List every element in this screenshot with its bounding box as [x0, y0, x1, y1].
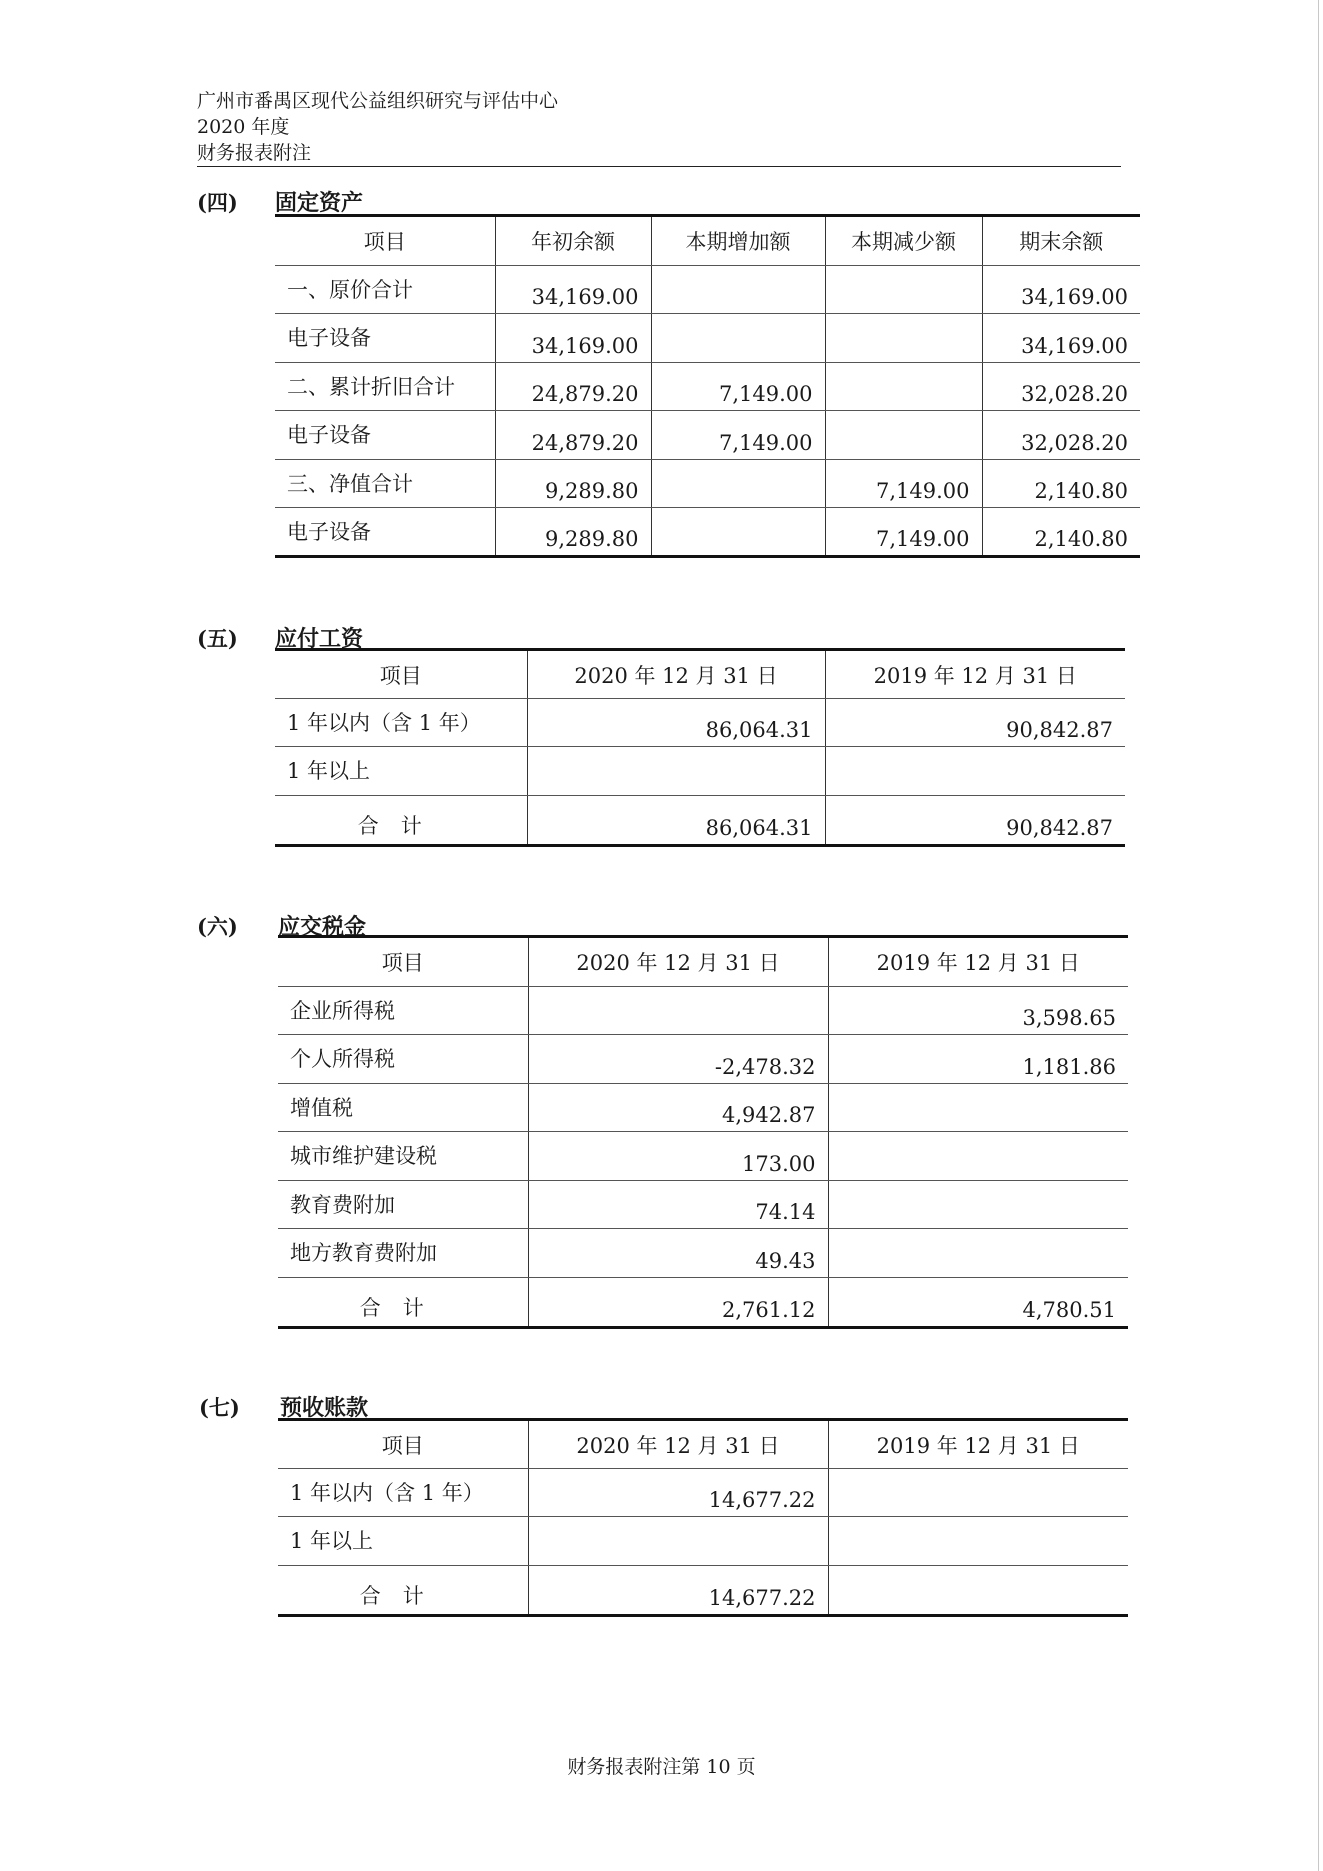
table-header-row: [278, 937, 1128, 987]
cell-value: [825, 363, 982, 411]
cell-value: [651, 266, 825, 314]
row-label: 二、累计折旧合计: [275, 363, 495, 411]
row-label: 增值税: [278, 1084, 528, 1132]
column-header: 2020 年 12 月 31 日: [528, 937, 828, 987]
table-row: [278, 1035, 1128, 1084]
column-header: 本期增加额: [651, 216, 825, 266]
section-title: 应交税金: [278, 914, 367, 940]
table-row: [278, 1084, 1128, 1132]
table-header-row: [275, 650, 1125, 699]
table-row: [275, 314, 1140, 363]
row-label: 企业所得税: [278, 987, 528, 1035]
cell-value: [828, 1229, 1128, 1278]
section-number: (五): [197, 626, 238, 651]
table-row: [275, 266, 1140, 314]
table-row: [278, 1132, 1128, 1181]
cell-value: [528, 1517, 828, 1566]
cell-value: 9,289.80: [495, 460, 651, 508]
cell-value: [828, 1517, 1128, 1566]
cell-value: [651, 508, 825, 557]
row-label: 个人所得税: [278, 1035, 528, 1084]
cell-value: -2,478.32: [528, 1035, 828, 1084]
cell-value: 7,149.00: [825, 508, 982, 557]
cell-value: [527, 747, 825, 796]
row-label: 1 年以上: [275, 747, 527, 796]
table-row: [278, 987, 1128, 1035]
table-row: [278, 1469, 1128, 1517]
cell-value: 3,598.65: [828, 987, 1128, 1035]
row-label: 电子设备: [275, 411, 495, 460]
cell-value: [651, 460, 825, 508]
cell-value: 2,140.80: [982, 460, 1140, 508]
table-row: [275, 508, 1140, 557]
table-row: [275, 363, 1140, 411]
cell-value: [651, 314, 825, 363]
table-header-row: [275, 216, 1140, 266]
cell-value: 9,289.80: [495, 508, 651, 557]
row-label: 教育费附加: [278, 1181, 528, 1229]
document-header: [197, 88, 1121, 166]
column-header: 项目: [275, 650, 527, 699]
table-row-total: [278, 1566, 1128, 1616]
cell-value: 14,677.22: [528, 1469, 828, 1517]
table-row: [278, 1517, 1128, 1566]
row-label: 1 年以上: [278, 1517, 528, 1566]
report-year: 2020 年度: [197, 116, 290, 138]
cell-value: [828, 1084, 1128, 1132]
row-label: 合计: [278, 1566, 528, 1616]
column-header: 项目: [278, 937, 528, 987]
column-header: 2019 年 12 月 31 日: [828, 937, 1128, 987]
cell-value: 7,149.00: [825, 460, 982, 508]
row-label: 电子设备: [275, 314, 495, 363]
table-row: [275, 411, 1140, 460]
cell-value: 86,064.31: [527, 796, 825, 846]
cell-value: 4,780.51: [828, 1278, 1128, 1328]
section-number: (六): [197, 914, 238, 939]
table-row: [275, 460, 1140, 508]
cell-value: 1,181.86: [828, 1035, 1128, 1084]
cell-value: [825, 411, 982, 460]
cell-value: [828, 1469, 1128, 1517]
table-row-total: [275, 796, 1125, 846]
cell-value: 34,169.00: [982, 266, 1140, 314]
cell-value: 90,842.87: [825, 796, 1125, 846]
table-row: [275, 699, 1125, 747]
cell-value: [828, 1566, 1128, 1616]
page-edge-line: [1318, 0, 1319, 1871]
column-header: 2019 年 12 月 31 日: [825, 650, 1125, 699]
row-label: 合计: [275, 796, 527, 846]
row-label: 合计: [278, 1278, 528, 1328]
table-row: [278, 1229, 1128, 1278]
row-label: 三、净值合计: [275, 460, 495, 508]
column-header: 2020 年 12 月 31 日: [527, 650, 825, 699]
table-row: [278, 1181, 1128, 1229]
cell-value: 173.00: [528, 1132, 828, 1181]
column-header: 项目: [275, 216, 495, 266]
cell-value: [825, 747, 1125, 796]
row-label: 城市维护建设税: [278, 1132, 528, 1181]
cell-value: 2,761.12: [528, 1278, 828, 1328]
cell-value: 32,028.20: [982, 363, 1140, 411]
row-label: 1 年以内（含 1 年）: [275, 699, 527, 747]
taxes-payable-table: [278, 935, 1128, 1329]
org-name: 广州市番禺区现代公益组织研究与评估中心: [197, 90, 559, 112]
cell-value: [528, 987, 828, 1035]
cell-value: [825, 314, 982, 363]
column-header: 年初余额: [495, 216, 651, 266]
table-row-total: [278, 1278, 1128, 1328]
cell-value: 24,879.20: [495, 363, 651, 411]
column-header: 期末余额: [982, 216, 1140, 266]
section-title: 应付工资: [275, 626, 364, 652]
cell-value: [825, 266, 982, 314]
page-footer: 财务报表附注第 10 页: [567, 1756, 756, 1778]
cell-value: 14,677.22: [528, 1566, 828, 1616]
doc-title: 财务报表附注: [197, 142, 312, 164]
cell-value: 2,140.80: [982, 508, 1140, 557]
cell-value: 74.14: [528, 1181, 828, 1229]
cell-value: 90,842.87: [825, 699, 1125, 747]
table-header-row: [278, 1420, 1128, 1469]
cell-value: 34,169.00: [495, 314, 651, 363]
column-header: 项目: [278, 1420, 528, 1469]
row-label: 地方教育费附加: [278, 1229, 528, 1278]
cell-value: 7,149.00: [651, 363, 825, 411]
row-label: 一、原价合计: [275, 266, 495, 314]
section-number: (七): [199, 1395, 240, 1420]
row-label: 1 年以内（含 1 年）: [278, 1469, 528, 1517]
section-title: 预收账款: [280, 1395, 369, 1421]
section-title: 固定资产: [275, 190, 364, 216]
column-header: 2020 年 12 月 31 日: [528, 1420, 828, 1469]
cell-value: 7,149.00: [651, 411, 825, 460]
cell-value: 49.43: [528, 1229, 828, 1278]
wages-payable-table: [275, 648, 1125, 847]
row-label: 电子设备: [275, 508, 495, 557]
cell-value: 86,064.31: [527, 699, 825, 747]
cell-value: 32,028.20: [982, 411, 1140, 460]
cell-value: 24,879.20: [495, 411, 651, 460]
table-row: [275, 747, 1125, 796]
cell-value: 4,942.87: [528, 1084, 828, 1132]
cell-value: 34,169.00: [982, 314, 1140, 363]
cell-value: [828, 1132, 1128, 1181]
advance-receipts-table: [278, 1418, 1128, 1617]
cell-value: 34,169.00: [495, 266, 651, 314]
section-number: (四): [197, 190, 238, 215]
header-rule: [197, 166, 1121, 167]
cell-value: [828, 1181, 1128, 1229]
column-header: 2019 年 12 月 31 日: [828, 1420, 1128, 1469]
fixed-assets-table: [275, 214, 1140, 558]
column-header: 本期减少额: [825, 216, 982, 266]
